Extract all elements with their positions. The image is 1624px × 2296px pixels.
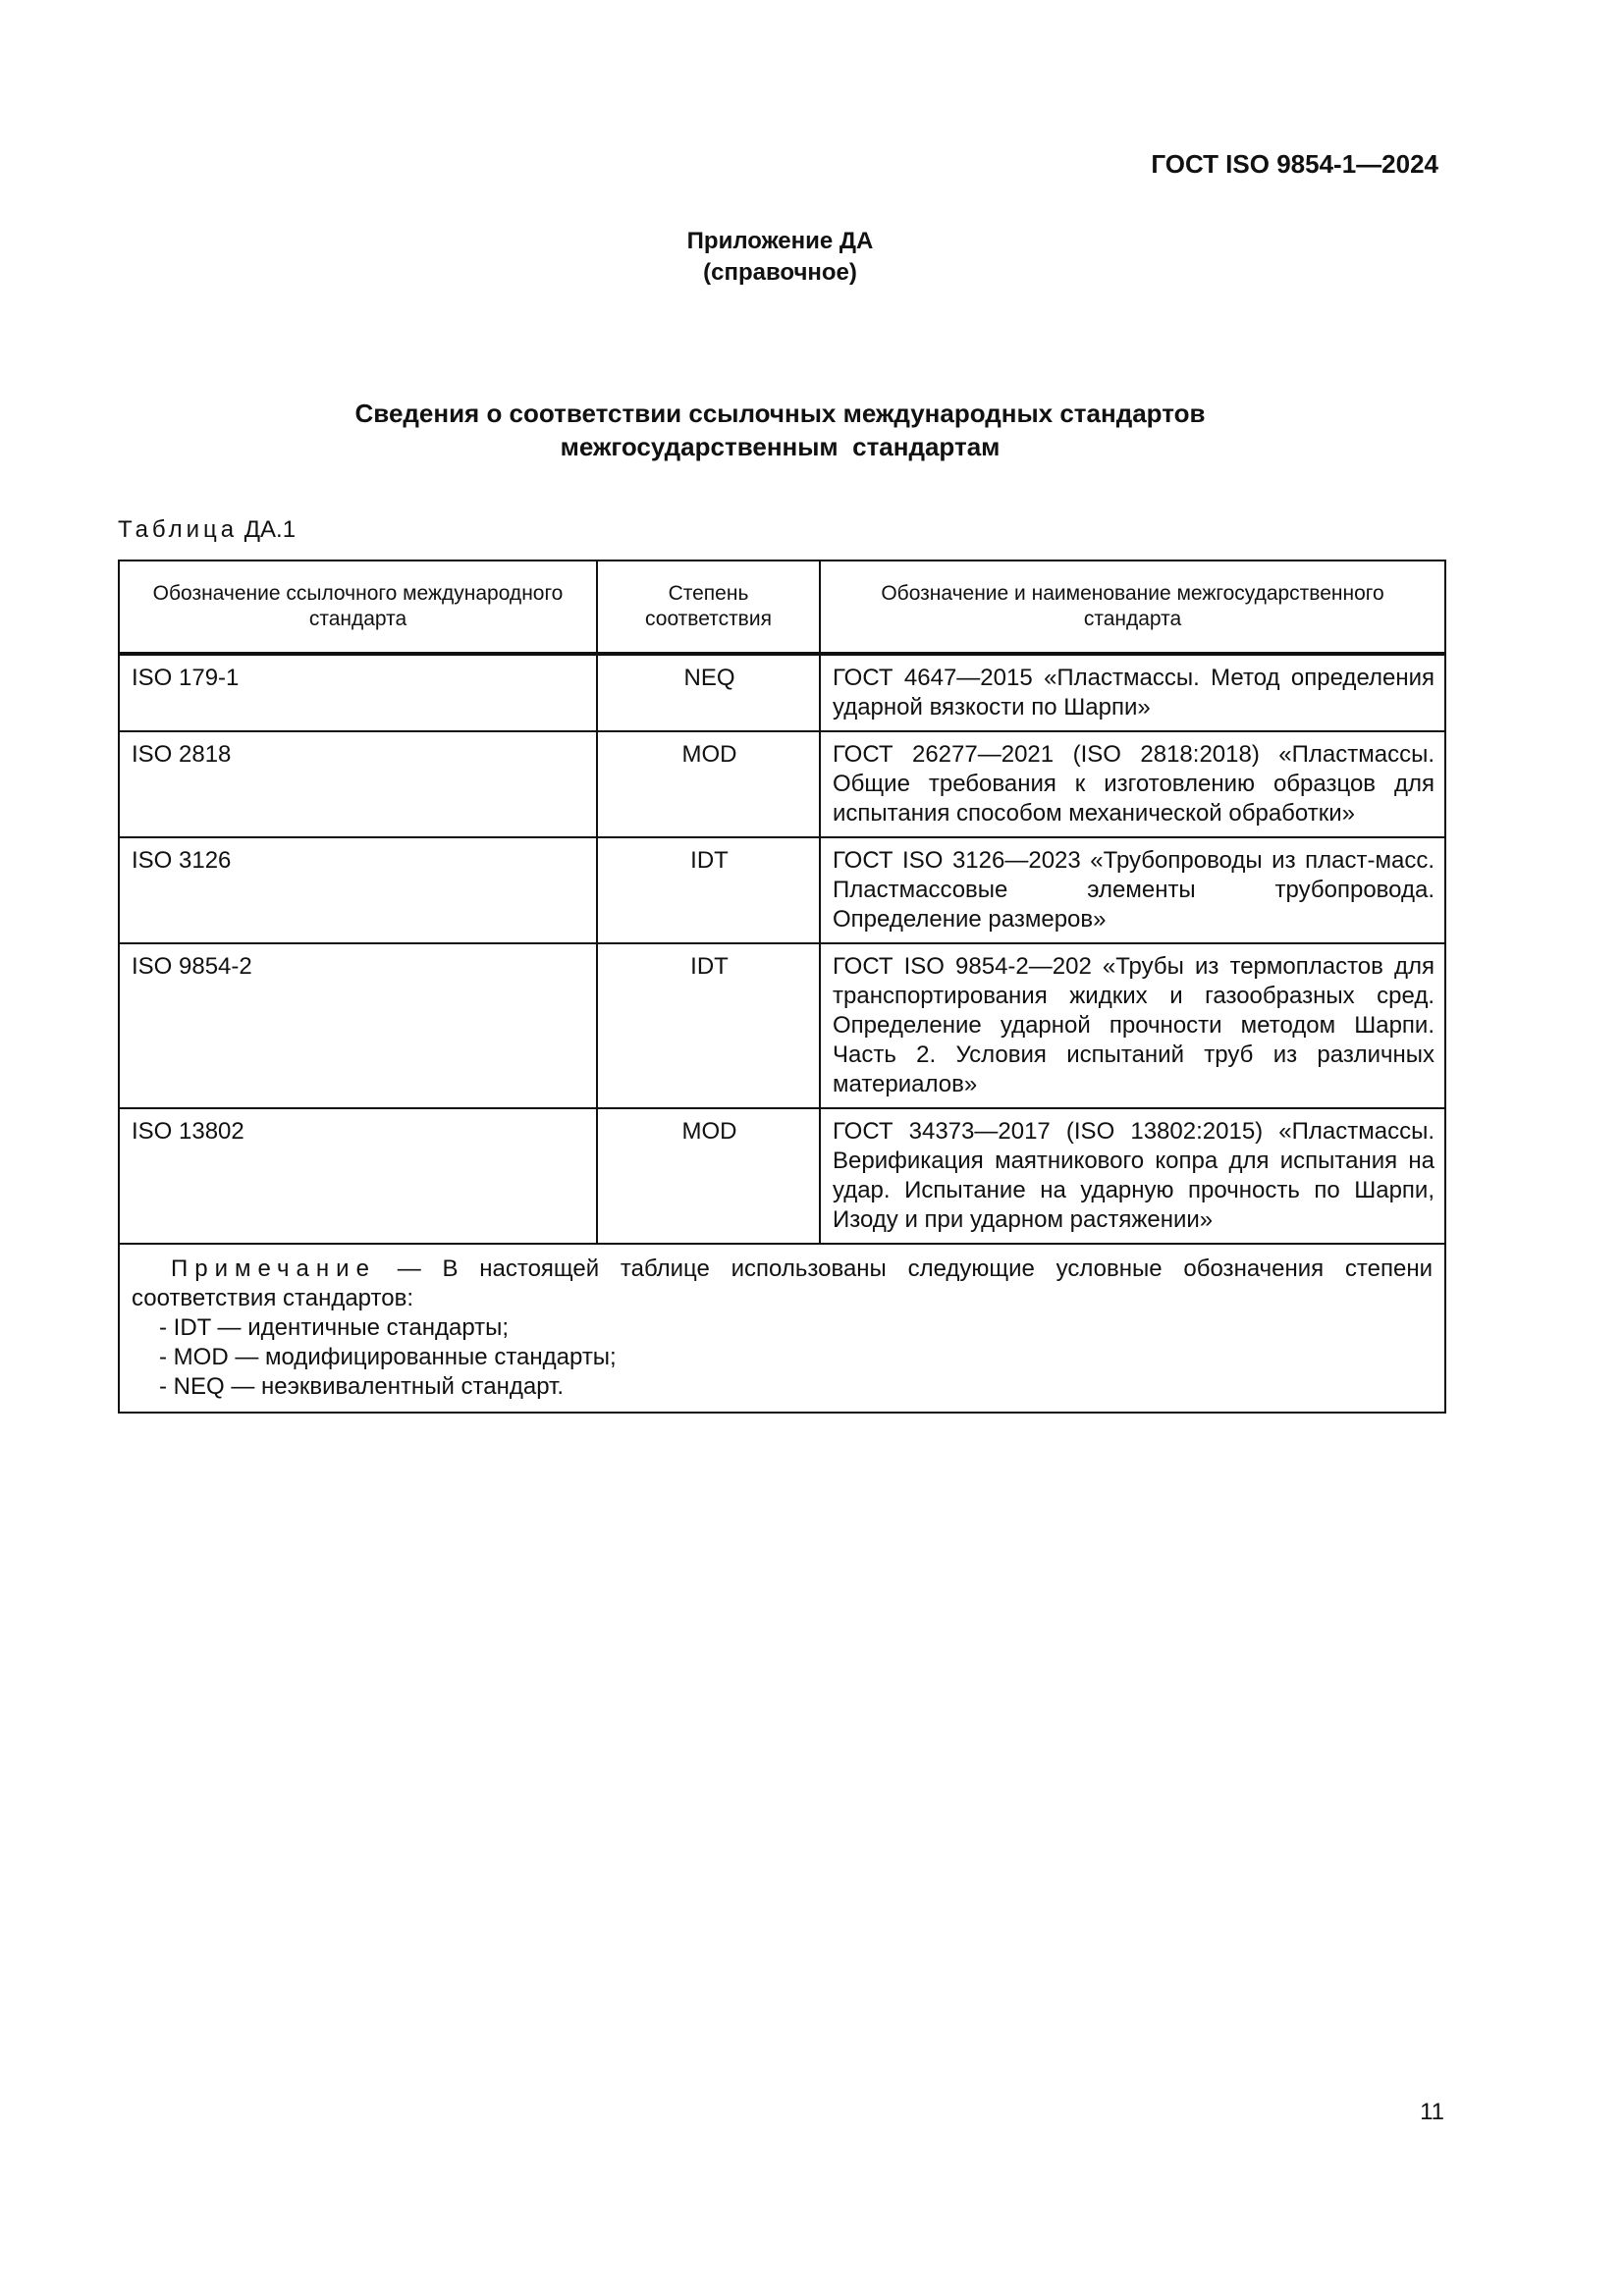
cell-degree: MOD [597,731,820,837]
cell-degree: IDT [597,943,820,1108]
cell-ref: ISO 3126 [119,837,597,943]
cell-ref: ISO 9854-2 [119,943,597,1108]
table-caption-label: Таблица [118,516,239,543]
table-row [119,731,1445,837]
cell-ref: ISO 2818 [119,731,597,837]
cell-gost: ГОСТ ISO 3126—2023 «Трубопроводы из пласт-масс. Пластмассовые элементы трубопровода. Определение размеров» [820,837,1445,943]
cell-degree: MOD [597,1108,820,1244]
header-ref-standard: Обозначение ссылочного международного стандарта [119,561,597,654]
table-header-row [119,561,1445,654]
cell-degree: IDT [597,837,820,943]
note-text: — В настоящей таблице использованы следующие условные обозначения степени соответствия стандартов: [132,1255,1433,1311]
note-intro [132,1255,1433,1313]
appendix-subtitle: (справочное) [703,259,857,286]
note-item-mod: - MOD — модифицированные стандарты; [159,1344,617,1370]
cell-degree: NEQ [597,654,820,731]
document-code: ГОСТ ISO 9854-1—2024 [1151,149,1438,179]
cell-gost: ГОСТ ISO 9854-2—202 «Трубы из термопластов для транспортирования жидких и газообразных сред. Определение ударной прочности методом Шарпи. Часть 2. Условия испытаний труб из различных материалов» [820,943,1445,1108]
page-number: 11 [1420,2099,1444,2125]
table-row [119,654,1445,731]
cell-ref: ISO 179-1 [119,654,597,731]
note-label: Примечание [171,1255,376,1282]
document-title [0,397,1560,463]
appendix-title: Приложение ДА [686,228,874,254]
standards-table [118,560,1446,1414]
cell-gost: ГОСТ 34373—2017 (ISO 13802:2015) «Пластмассы. Верификация маятникового копра для испытания на удар. Испытание на ударную прочность по Шарпи, Изоду и при ударном растяжении» [820,1108,1445,1244]
note-item-idt: - IDT — идентичные стандарты; [159,1314,510,1341]
document-title-line-1: Сведения о соответствии ссылочных международных стандартов [354,399,1206,428]
note-item-neq: - NEQ — неэквивалентный стандарт. [159,1373,565,1400]
appendix-heading [0,226,1560,289]
table-note [119,1244,1445,1413]
table-note-row [119,1244,1445,1413]
table-row [119,837,1445,943]
cell-gost: ГОСТ 4647—2015 «Пластмассы. Метод определения ударной вязкости по Шарпи» [820,654,1445,731]
table-caption-number: ДА.1 [244,516,297,543]
table-row [119,1108,1445,1244]
header-gost: Обозначение и наименование межгосударственного стандарта [820,561,1445,654]
header-degree: Степень соответствия [597,561,820,654]
cell-ref: ISO 13802 [119,1108,597,1244]
document-title-line-2: межгосударственным стандартам [560,432,1001,461]
table-caption [118,516,296,544]
cell-gost: ГОСТ 26277—2021 (ISO 2818:2018) «Пластмассы. Общие требования к изготовлению образцов для испытания способом механической обработки» [820,731,1445,837]
table-row [119,943,1445,1108]
